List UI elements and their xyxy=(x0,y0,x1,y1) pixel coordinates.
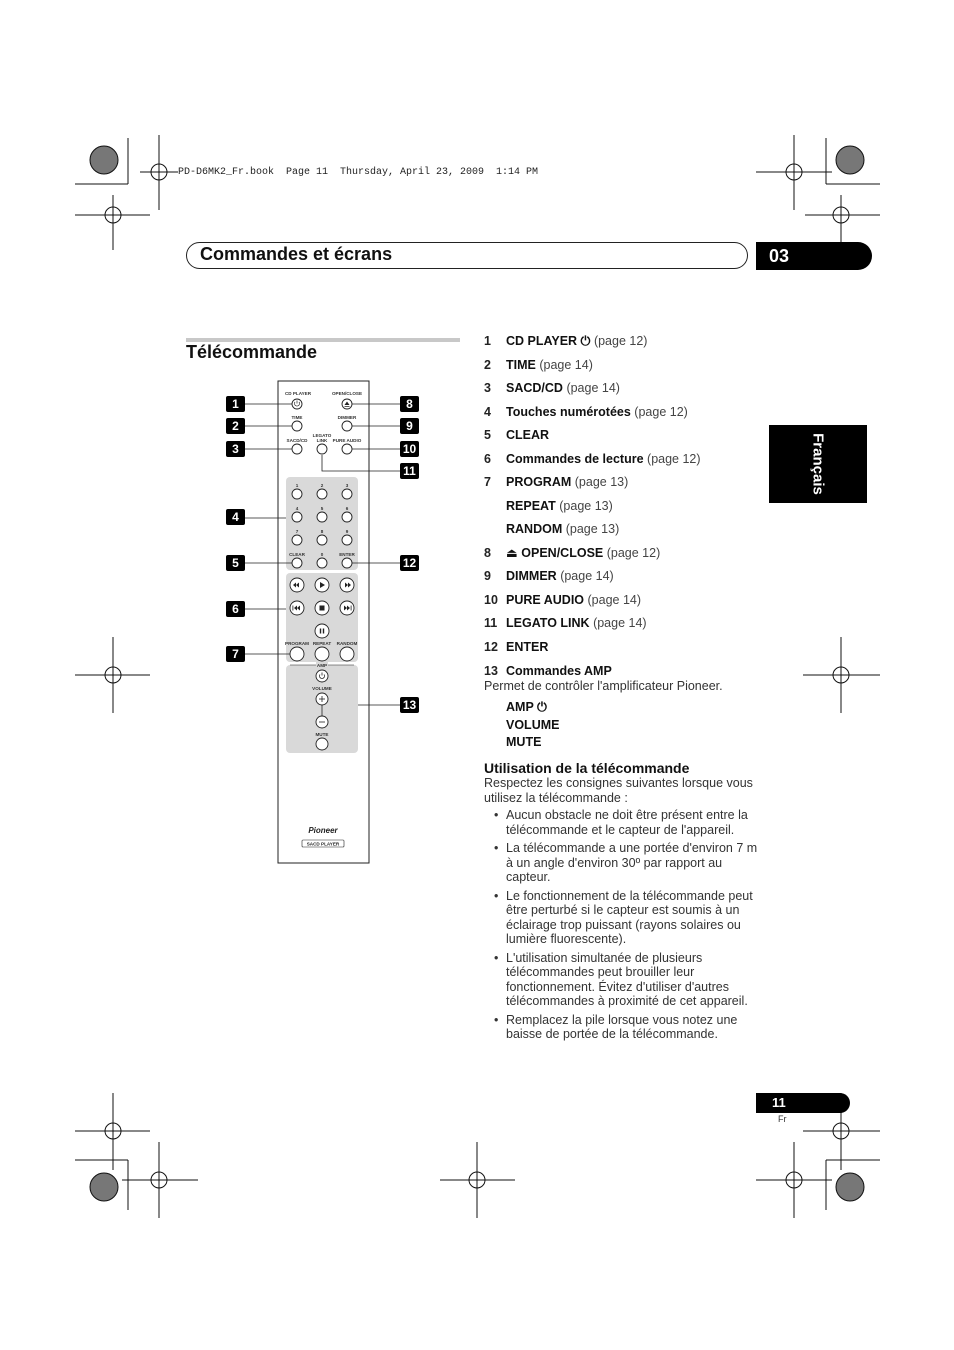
label-mute: MUTE xyxy=(315,732,329,737)
label-legato: LEGATO xyxy=(312,433,332,438)
callout-13: 13 xyxy=(400,697,419,713)
label-time: TIME xyxy=(291,415,303,420)
amp-sub-item: AMP ⏻ xyxy=(506,700,547,714)
language-tab xyxy=(769,425,867,503)
callout-4: 4 xyxy=(226,509,245,525)
callout-8: 8 xyxy=(400,396,419,412)
remote-illustration xyxy=(225,375,425,870)
list-item: 1 CD PLAYER ⏻ (page 12) xyxy=(484,334,648,348)
digit-2: 2 xyxy=(320,483,324,488)
label-enter: ENTER xyxy=(339,552,355,557)
amp-description: Permet de contrôler l'amplificateur Pioneer. xyxy=(484,679,723,693)
bullet-item: • La télécommande a une portée d'environ 7 m à un angle d'environ 30º par rapport au capteur. xyxy=(494,841,762,885)
controls-list xyxy=(484,330,774,752)
amp-sub-item: VOLUME xyxy=(506,717,560,732)
label-program: PROGRAM xyxy=(285,641,309,646)
list-item: 8 ⏏ OPEN/CLOSE (page 12) xyxy=(484,545,661,560)
callout-3: 3 xyxy=(226,441,245,457)
list-item: 2 TIME (page 14) xyxy=(484,357,593,372)
list-item: 9 DIMMER (page 14) xyxy=(484,569,614,583)
digit-0: 0 xyxy=(320,552,324,557)
list-item: 3 SACD/CD (page 14) xyxy=(484,381,620,395)
label-volume: VOLUME xyxy=(312,686,332,691)
list-item-amp: 13 Commandes AMP Permet de contrôler l'amplificateur Pioneer. AMP ⏻ VOLUME MUTE xyxy=(484,664,774,752)
list-item: 12 ENTER xyxy=(484,639,549,654)
usage-intro: Respectez les consignes suivantes lorsque vous utilisez la télécommande : xyxy=(484,776,753,805)
digit-7: 7 xyxy=(295,529,299,534)
label-repeat: REPEAT xyxy=(312,641,332,646)
callout-11: 11 xyxy=(400,463,419,479)
list-item: REPEAT (page 13) xyxy=(506,498,613,513)
amp-sub-item: MUTE xyxy=(506,735,542,749)
list-item: 6 Commandes de lecture (page 12) xyxy=(484,451,701,466)
digit-9: 9 xyxy=(345,529,349,534)
model-label: SACD PLAYER xyxy=(306,841,340,847)
digit-8: 8 xyxy=(320,529,324,534)
list-item: 4 Touches numérotées (page 12) xyxy=(484,404,688,419)
callout-10: 10 xyxy=(400,441,419,457)
callout-2: 2 xyxy=(226,418,245,434)
bullet-item: • L'utilisation simultanée de plusieurs télécommandes peut brouiller leur fonctionnement. Évitez d'utiliser d'autres télécommandes à proximité de cet appareil. xyxy=(494,951,762,1009)
callout-6: 6 xyxy=(226,601,245,617)
label-clear: CLEAR xyxy=(289,552,305,557)
label-random: RANDOM xyxy=(336,641,358,646)
label-dimmer: DIMMER xyxy=(337,415,357,420)
label-pure-audio: PURE AUDIO xyxy=(332,438,362,443)
usage-bullets xyxy=(494,808,762,1046)
digit-6: 6 xyxy=(345,506,349,511)
label-amp: AMP xyxy=(316,663,328,668)
list-item: 7 PROGRAM (page 13) xyxy=(484,475,629,489)
page-number: 11 xyxy=(756,1093,850,1113)
chapter-title: Commandes et écrans xyxy=(200,244,393,264)
page-language: Fr xyxy=(778,1114,787,1124)
label-cd-player: CD PLAYER xyxy=(284,391,312,396)
digit-4: 4 xyxy=(295,506,299,511)
label-open-close: OPEN/CLOSE xyxy=(331,391,363,396)
book-header: PD-D6MK2_Fr.book Page 11 Thursday, April 23, 2009 1:14 PM xyxy=(178,167,539,178)
list-item: RANDOM (page 13) xyxy=(506,522,620,536)
usage-title: Utilisation de la télécommande xyxy=(484,760,690,776)
digit-1: 1 xyxy=(295,483,299,488)
list-item: 11 LEGATO LINK (page 14) xyxy=(484,616,647,630)
bullet-item: • Aucun obstacle ne doit être présent entre la télécommande et le capteur de l'appareil. xyxy=(494,808,762,837)
callout-1: 1 xyxy=(226,396,245,412)
bullet-item: • Remplacez la pile lorsque vous notez une baisse de portée de la télécommande. xyxy=(494,1013,762,1042)
list-item: 5 CLEAR xyxy=(484,428,550,442)
digit-3: 3 xyxy=(345,483,349,488)
label-sacd-cd: SACD/CD xyxy=(286,438,308,443)
brand-logo: Pioneer xyxy=(308,826,338,835)
digit-5: 5 xyxy=(320,506,324,511)
bullet-item: • Le fonctionnement de la télécommande peut être perturbé si le capteur est soumis à un éclairage trop puissant (rayons solaires ou lumière fluorescente). xyxy=(494,889,762,947)
label-link: LINK xyxy=(316,438,328,443)
callout-5: 5 xyxy=(226,555,245,571)
callout-7: 7 xyxy=(226,646,245,662)
chapter-number: 03 xyxy=(756,242,872,270)
callout-12: 12 xyxy=(400,555,419,571)
list-item: 10 PURE AUDIO (page 14) xyxy=(484,592,642,607)
language-tab-label: Français xyxy=(809,433,827,495)
callout-9: 9 xyxy=(400,418,419,434)
section-title: Télécommande xyxy=(186,342,318,362)
